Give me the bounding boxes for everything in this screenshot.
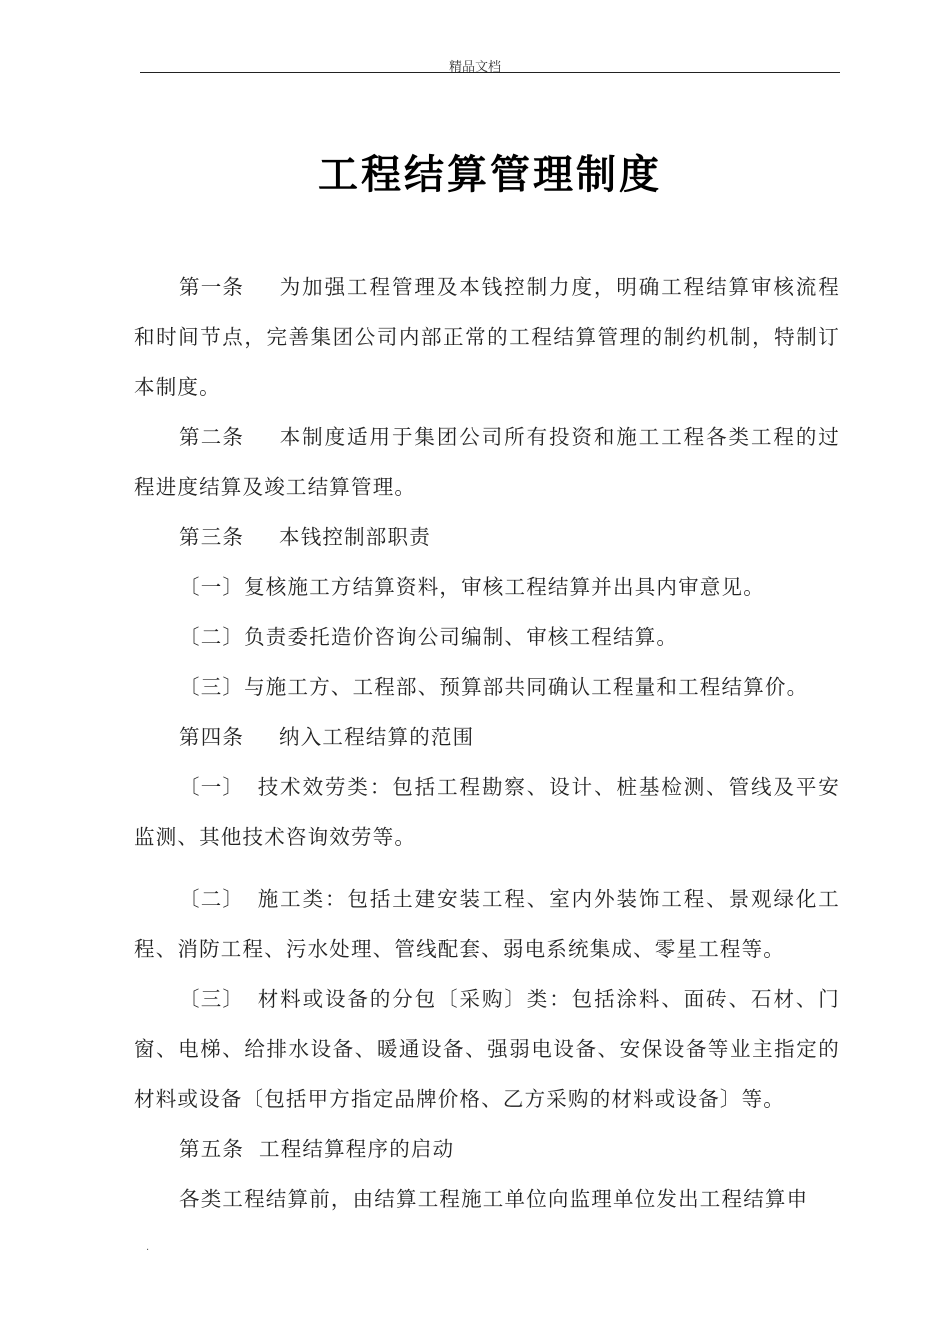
item-text: 技术效劳类：包括工程勘察、设计、桩基检测、管线及平安监测、其他技术咨询效劳等。 (134, 775, 840, 849)
article-3-item: 〔二〕负责委托造价咨询公司编制、审核工程结算。 (179, 625, 679, 649)
article-text: 本制度适用于集团公司所有投资和施工工程各类工程的过程进度结算及竣工结算管理。 (134, 425, 840, 499)
article-label: 第四条 (179, 725, 245, 749)
document-body (134, 262, 840, 1224)
article-3-item: 〔一〕复核施工方结算资料，审核工程结算并出具内审意见。 (179, 575, 765, 599)
item-text: 施工类：包括土建安装工程、室内外装饰工程、景观绿化工程、消防工程、污水处理、管线配套、弱电系统集成、零星工程等。 (134, 887, 840, 961)
item-label: 〔二〕 (179, 887, 245, 911)
article-label: 第三条 (179, 525, 245, 549)
article-5-paragraph: 各类工程结算前，由结算工程施工单位向监理单位发出工程结算申 (179, 1187, 809, 1211)
article-text: 纳入工程结算的范围 (279, 725, 475, 749)
page-header-label: 精品文档 (448, 60, 501, 75)
article-text: 本钱控制部职责 (279, 525, 431, 549)
item-text: 材料或设备的分包〔采购〕类：包括涂料、面砖、石材、门窗、电梯、给排水设备、暖通设备、强弱电设备、安保设备等业主指定的材料或设备〔包括甲方指定品牌价格、乙方采购的材料或设备〕等。 (134, 987, 840, 1111)
article-2 (134, 412, 840, 512)
item-label: 〔三〕 (179, 987, 245, 1011)
article-4-item (134, 874, 840, 974)
article-label: 第一条 (179, 275, 245, 299)
article-3-item: 〔三〕与施工方、工程部、预算部共同确认工程量和工程结算价。 (179, 675, 809, 699)
article-3 (134, 512, 840, 562)
article-text: 工程结算程序的启动 (259, 1137, 455, 1161)
document-title: 工程结算管理制度 (318, 152, 662, 198)
article-1 (134, 262, 840, 412)
footer-mark: . (146, 1242, 150, 1253)
article-5 (134, 1124, 840, 1174)
article-label: 第二条 (179, 425, 245, 449)
header-divider (140, 72, 840, 73)
article-4-item (134, 974, 840, 1124)
article-4 (134, 712, 840, 762)
article-4-item (134, 762, 840, 862)
article-text: 为加强工程管理及本钱控制力度，明确工程结算审核流程和时间节点，完善集团公司内部正常的工程结算管理的制约机制，特制订本制度。 (134, 275, 840, 399)
item-label: 〔一〕 (179, 775, 245, 799)
article-label: 第五条 (179, 1137, 245, 1161)
